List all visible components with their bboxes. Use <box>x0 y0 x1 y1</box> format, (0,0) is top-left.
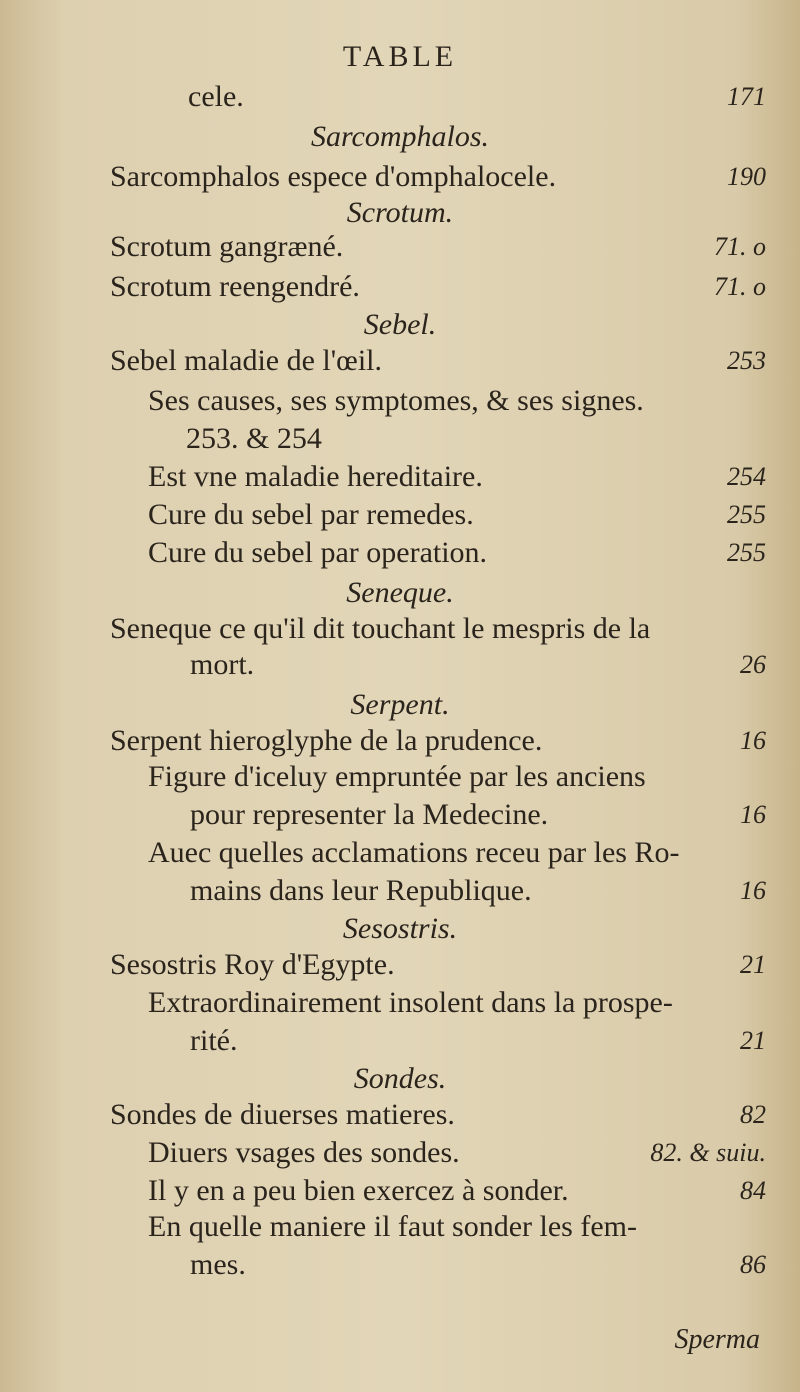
index-entry <box>148 1174 569 1208</box>
running-header: TABLE <box>342 40 458 73</box>
page-number: 16 <box>740 726 766 755</box>
entry-text: Cure du sebel par operation. <box>148 536 488 569</box>
entry-text: Sesostris. <box>342 912 458 945</box>
index-entry <box>110 270 360 304</box>
entry-text: Scrotum reengendré. <box>110 270 360 303</box>
index-entry <box>110 230 343 264</box>
entry-text: Diuers vsages des sondes. <box>148 1136 460 1169</box>
page-number: 82 <box>740 1100 766 1129</box>
index-entry <box>190 1024 237 1058</box>
index-entry <box>190 1248 246 1282</box>
index-entry <box>148 384 644 418</box>
entry-text: Sarcomphalos. <box>310 120 490 153</box>
entry-text: Ses causes, ses symptomes, & ses signes. <box>148 384 644 417</box>
index-entry <box>148 1136 460 1170</box>
index-entry <box>148 1210 637 1244</box>
page-number: 86 <box>740 1250 766 1279</box>
index-entry <box>110 724 542 758</box>
entry-text: Sarcomphalos espece d'omphalocele. <box>110 160 557 193</box>
entry-text: Est vne maladie hereditaire. <box>148 460 483 493</box>
entry-text: Scrotum. <box>346 196 454 229</box>
page-number: 21 <box>740 950 766 979</box>
section-heading <box>0 1062 800 1096</box>
entry-text: Seneque. <box>346 576 454 609</box>
index-entry <box>190 798 548 832</box>
entry-text: Sondes. <box>353 1062 447 1095</box>
page-number: 253 <box>727 346 766 375</box>
page-number: 21 <box>740 1026 766 1055</box>
entry-text: mort. <box>190 648 255 681</box>
page-number: 71. o <box>714 272 766 301</box>
entry-text: pour representer la Medecine. <box>190 798 549 831</box>
section-heading <box>0 688 800 722</box>
index-entry <box>188 80 244 114</box>
index-entry <box>110 344 382 378</box>
index-entry <box>110 160 556 194</box>
index-entry <box>148 498 474 532</box>
section-heading <box>0 120 800 154</box>
index-entry <box>110 948 395 982</box>
page-number: 190 <box>727 162 766 191</box>
entry-text: Serpent hieroglyphe de la prudence. <box>110 724 543 757</box>
page-number: 82. & suiu. <box>650 1138 766 1167</box>
page-number: 254 <box>727 462 766 491</box>
index-entry <box>190 648 254 682</box>
section-heading <box>0 196 800 230</box>
entry-text: Sondes de diuerses matieres. <box>110 1098 455 1131</box>
entry-text: cele. <box>188 80 244 113</box>
index-entry <box>110 612 650 646</box>
entry-text: Cure du sebel par remedes. <box>148 498 474 531</box>
index-entry <box>148 836 679 870</box>
section-heading <box>0 308 800 342</box>
entry-text: Figure d'iceluy empruntée par les anciens <box>148 760 646 793</box>
index-entry <box>148 460 483 494</box>
page-number: 16 <box>740 800 766 829</box>
entry-text: Auec quelles acclamations receu par les Ro- <box>148 836 680 869</box>
index-entry <box>148 986 673 1020</box>
page-number: 71. o <box>714 232 766 261</box>
entry-text: Extraordinairement insolent dans la prospe- <box>148 986 673 1019</box>
entry-text: Sebel. <box>363 308 437 341</box>
page-number: 171 <box>727 82 766 111</box>
entry-text: mains dans leur Republique. <box>190 874 532 907</box>
index-entry <box>148 760 646 794</box>
index-entry <box>148 536 487 570</box>
entry-text: Seneque ce qu'il dit touchant le mespris de la <box>110 612 651 645</box>
section-heading <box>0 912 800 946</box>
entry-text: rité. <box>190 1024 238 1057</box>
index-entry <box>110 1098 455 1132</box>
entry-text: Sesostris Roy d'Egypte. <box>110 948 395 981</box>
page-number: 255 <box>727 538 766 567</box>
entry-text: mes. <box>190 1248 246 1281</box>
page-number: 16 <box>740 876 766 905</box>
entry-text: En quelle maniere il faut sonder les fem- <box>148 1210 637 1243</box>
catchword: Sperma <box>674 1324 760 1355</box>
page-number: 26 <box>740 650 766 679</box>
entry-text: 253. & 254 <box>186 422 322 455</box>
index-entry <box>190 874 532 908</box>
entry-text: Il y en a peu bien exercez à sonder. <box>148 1174 569 1207</box>
index-entry <box>186 422 322 456</box>
page-number: 84 <box>740 1176 766 1205</box>
page-number: 255 <box>727 500 766 529</box>
entry-text: Serpent. <box>350 688 450 721</box>
entry-text: Scrotum gangræné. <box>110 230 344 263</box>
section-heading <box>0 576 800 610</box>
entry-text: Sebel maladie de l'œil. <box>110 344 382 377</box>
